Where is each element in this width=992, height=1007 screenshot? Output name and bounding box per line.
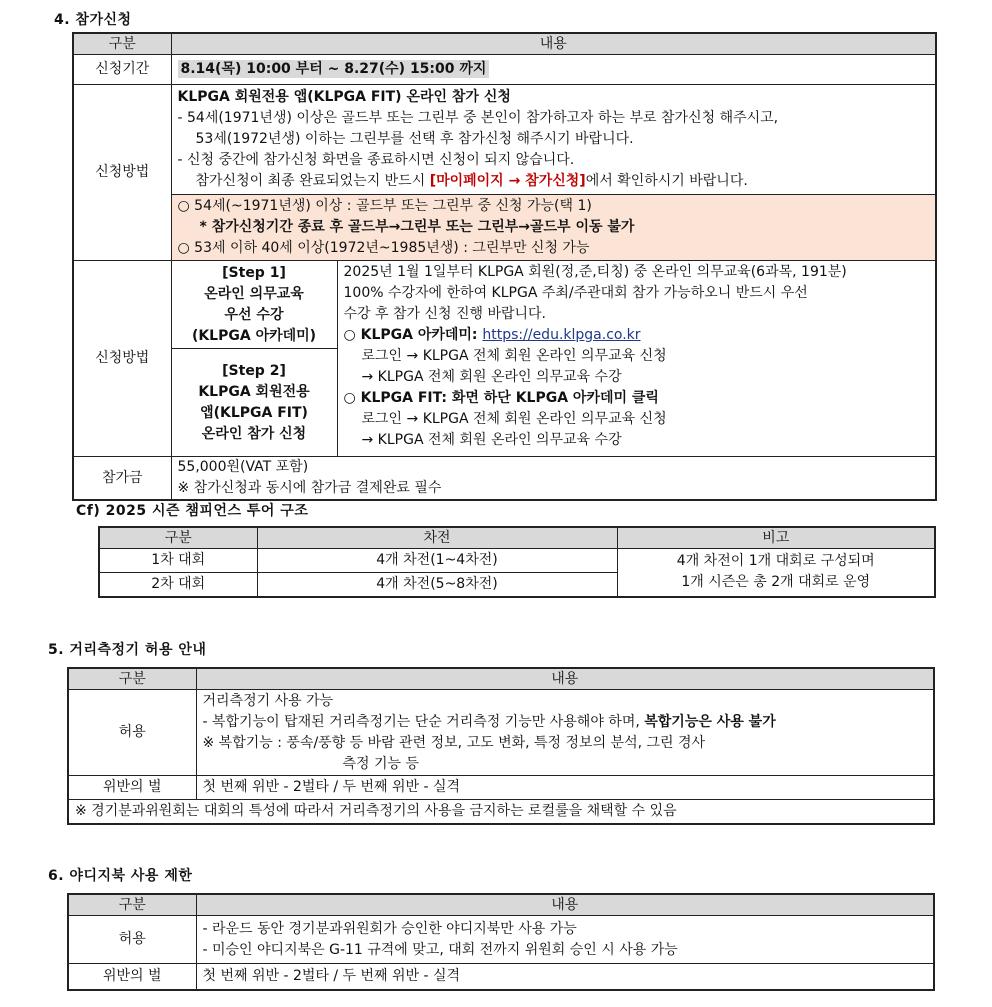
peach-line3: ○ 53세 이하 40세 이상(1972년~1985년생) : 그린부만 신청 가능 bbox=[177, 240, 590, 256]
method1-line2: 53세(1972년생) 이하는 그린부를 선택 후 참가신청 해주시기 바랍니다. bbox=[195, 131, 634, 147]
fit-label: ○ KLPGA FIT: 화면 하단 KLPGA 아카데미 클릭 bbox=[343, 390, 659, 406]
section-4-heading: 4. 참가신청 bbox=[54, 12, 132, 28]
s6-line2: - 미승인 야디지북은 G-11 규격에 맞고, 대회 전까지 위원회 승인 시 사용 가능 bbox=[202, 941, 678, 958]
section-6-heading: 6. 야디지북 사용 제한 bbox=[48, 868, 193, 884]
fit-step1: 로그인 → KLPGA 전체 회원 온라인 의무교육 신청 bbox=[361, 411, 667, 427]
fee-line1: 55,000원(VAT 포함) bbox=[177, 459, 309, 475]
cf-row1-chajeon: 4개 차전(1~4차전) bbox=[257, 549, 617, 573]
step1-line1: [Step 1] bbox=[222, 264, 286, 281]
s5-allow-label: 허용 bbox=[68, 690, 196, 776]
s5-line3: ※ 복합기능 : 풍속/풍향 등 바람 관련 정보, 고도 변화, 특정 정보의 분석, 그린 경사 bbox=[202, 734, 706, 751]
edu-line1: 2025년 1월 1일부터 KLPGA 회원(정,준,티칭) 중 온라인 의무교육(6과목, 191분) bbox=[343, 264, 847, 280]
s5-header-gubun: 구분 bbox=[68, 668, 196, 690]
period-label: 신청기간 bbox=[73, 55, 171, 85]
yardage-book-table bbox=[67, 893, 935, 991]
method1-title: KLPGA 회원전용 앱(KLPGA FIT) 온라인 참가 신청 bbox=[177, 89, 511, 105]
s6-header-content: 내용 bbox=[196, 894, 934, 916]
cf-note-line1: 4개 차전이 1개 대회로 구성되며 bbox=[676, 553, 875, 570]
fee-label: 참가금 bbox=[73, 457, 171, 501]
step1-line4: (KLPGA 아카데미) bbox=[191, 327, 317, 344]
academy-label: ○ KLPGA 아카데미: bbox=[343, 327, 483, 343]
application-table bbox=[72, 32, 937, 501]
step2-line1: [Step 2] bbox=[222, 362, 286, 379]
tour-structure-table bbox=[98, 526, 936, 598]
cf-heading: Cf) 2025 시즌 챔피언스 투어 구조 bbox=[76, 503, 309, 519]
s5-line4: 측정 기능 등 bbox=[342, 755, 420, 772]
cf-row2-chajeon: 4개 차전(5~8차전) bbox=[257, 573, 617, 597]
method1-line1: - 54세(1971년생) 이상은 골드부 또는 그린부 중 본인이 참가하고자 하는 부로 참가신청 해주시고, bbox=[177, 110, 779, 126]
s5-penalty-label: 위반의 벌 bbox=[68, 776, 196, 800]
step2-line4: 온라인 참가 신청 bbox=[201, 425, 307, 442]
rangefinder-table bbox=[67, 667, 935, 825]
academy-url-link[interactable]: https://edu.klpga.co.kr bbox=[482, 327, 641, 343]
step2-cell bbox=[171, 349, 337, 457]
method1-line3: - 신청 중간에 참가신청 화면을 종료하시면 신청이 되지 않습니다. bbox=[177, 152, 575, 168]
cf-row2-gubun: 2차 대회 bbox=[99, 573, 257, 597]
step1-line3: 우선 수강 bbox=[224, 306, 284, 323]
s5-line1: 거리측정기 사용 가능 bbox=[202, 692, 334, 709]
s5-line2b: 복합기능은 사용 불가 bbox=[644, 713, 776, 730]
peach-line1: ○ 54세(~1971년생) 이상 : 골드부 또는 그린부 중 신청 가능(택 1) bbox=[177, 198, 592, 214]
period-value: 8.14(목) 10:00 부터 ~ 8.27(수) 15:00 까지 bbox=[178, 60, 490, 78]
fit-step2: → KLPGA 전체 회원 온라인 의무교육 수강 bbox=[361, 432, 622, 448]
cf-row1-gubun: 1차 대회 bbox=[99, 549, 257, 573]
step1-cell bbox=[171, 261, 337, 349]
step2-line2: KLPGA 회원전용 bbox=[198, 383, 310, 400]
edu-line2: 100% 수강자에 한하여 KLPGA 주최/주관대회 참가 가능하오니 반드시 우선 bbox=[343, 285, 808, 301]
s5-line2a: - 복합기능이 탑재된 거리측정기는 단순 거리측정 기능만 사용해야 하며, bbox=[202, 713, 645, 730]
academy-step2: → KLPGA 전체 회원 온라인 의무교육 수강 bbox=[361, 369, 622, 385]
mypage-link-text: [마이페이지 → 참가신청] bbox=[429, 173, 586, 189]
s6-header-gubun: 구분 bbox=[68, 894, 196, 916]
s5-header-content: 내용 bbox=[196, 668, 934, 690]
method1-line4c: 에서 확인하시기 바랍니다. bbox=[585, 173, 748, 189]
s5-penalty: 첫 번째 위반 - 2벌타 / 두 번째 위반 - 실격 bbox=[196, 776, 934, 800]
method1-line4a: 참가신청이 최종 완료되었는지 반드시 bbox=[195, 173, 430, 189]
method2-label: 신청방법 bbox=[73, 261, 171, 457]
step2-line3: 앱(KLPGA FIT) bbox=[200, 404, 308, 421]
col-header-gubun: 구분 bbox=[73, 33, 171, 55]
cf-header-bigo: 비고 bbox=[617, 527, 935, 549]
edu-line3: 수강 후 참가 신청 진행 바랍니다. bbox=[343, 306, 547, 322]
step1-line2: 온라인 의무교육 bbox=[204, 285, 304, 302]
cf-note-line2: 1개 시즌은 총 2개 대회로 운영 bbox=[681, 574, 871, 591]
s6-penalty: 첫 번째 위반 - 2벌타 / 두 번째 위반 - 실격 bbox=[196, 964, 934, 990]
method1-label: 신청방법 bbox=[73, 85, 171, 261]
fee-line2: ※ 참가신청과 동시에 참가금 결제완료 필수 bbox=[177, 480, 442, 496]
cf-note bbox=[617, 549, 935, 597]
s6-allow-label: 허용 bbox=[68, 916, 196, 964]
section-5-heading: 5. 거리측정기 허용 안내 bbox=[48, 642, 207, 658]
s5-note: ※ 경기분과위원회는 대회의 특성에 따라서 거리측정기의 사용을 금지하는 로컬룰을 채택할 수 있음 bbox=[68, 800, 934, 824]
s6-penalty-label: 위반의 벌 bbox=[68, 964, 196, 990]
cf-header-chajeon: 차전 bbox=[257, 527, 617, 549]
table-row bbox=[99, 549, 935, 573]
cf-header-gubun: 구분 bbox=[99, 527, 257, 549]
col-header-content: 내용 bbox=[171, 33, 936, 55]
s6-line1: - 라운드 동안 경기분과위원회가 승인한 야디지북만 사용 가능 bbox=[202, 920, 577, 937]
academy-step1: 로그인 → KLPGA 전체 회원 온라인 의무교육 신청 bbox=[361, 348, 667, 364]
peach-line2: * 참가신청기간 종료 후 골드부→그린부 또는 그린부→골드부 이동 불가 bbox=[199, 219, 635, 235]
